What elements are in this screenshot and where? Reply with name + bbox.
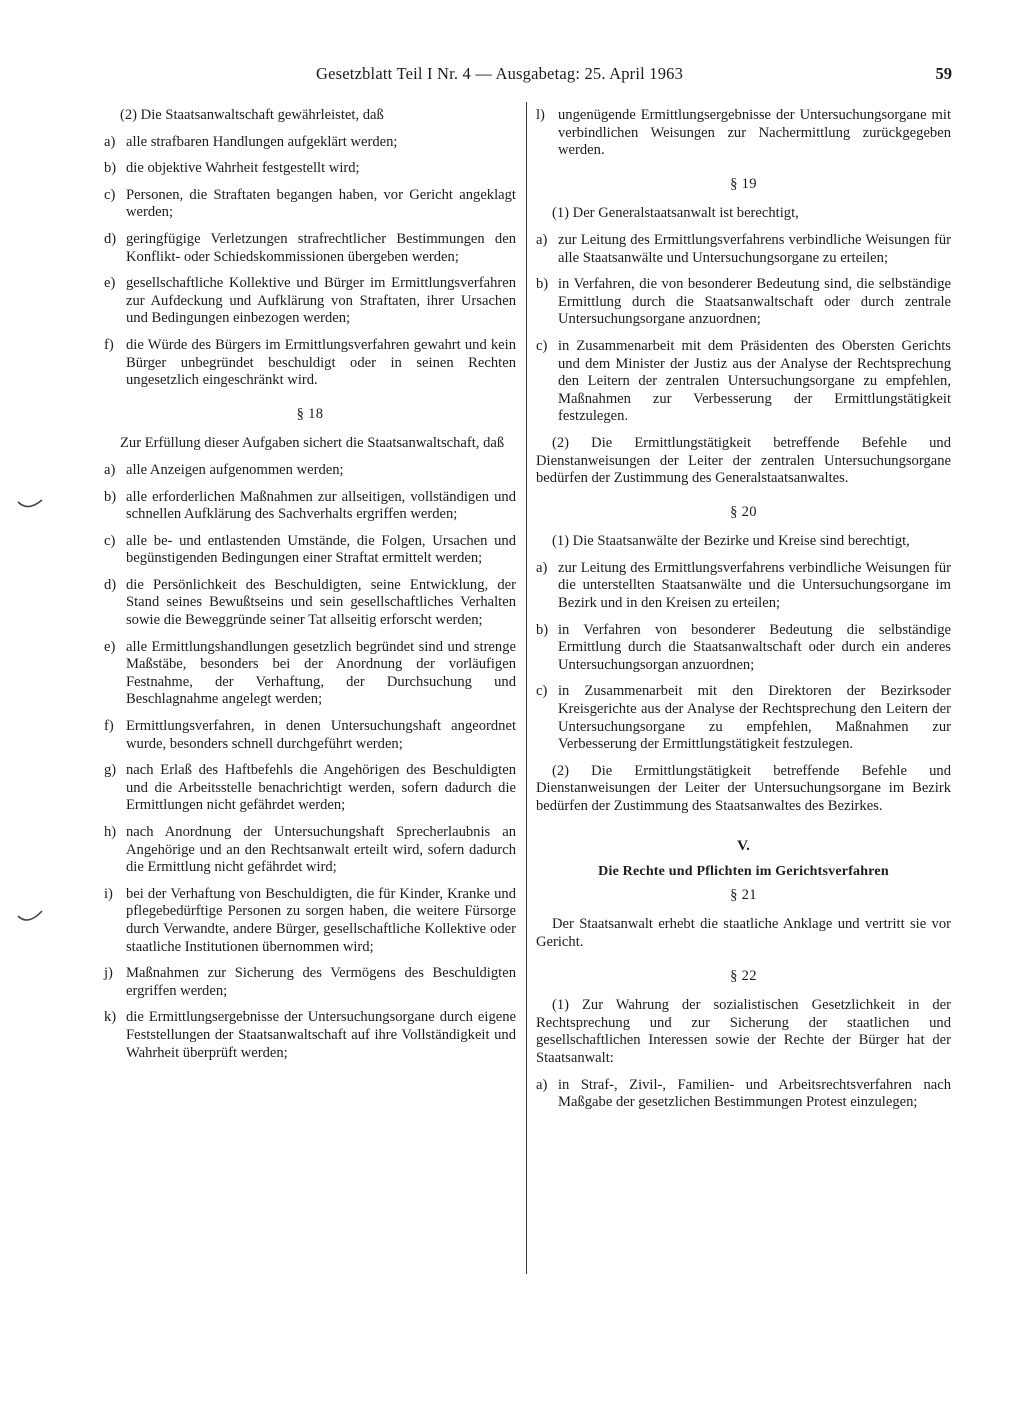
item-text: Maßnahmen zur Sicherung des Vermögens des Beschuldigten ergriffen werden; — [126, 965, 516, 999]
item-text: zur Leitung des Ermittlungsverfahrens verbindliche Weisungen für alle Staatsanwälte und Untersuchungsorgane zu erteilen; — [558, 231, 951, 266]
list-item — [536, 622, 951, 675]
paragraph-22-1: (1) Zur Wahrung der sozialistischen Gesetzlichkeit in der Rechtsprechung und zur Sicherung der staatlichen und gesellschaftlichen Interessen sowie der Rechte der Bürger hat der Staatsanwalt: — [536, 997, 951, 1066]
chapter-title: Die Rechte und Pflichten im Gerichtsverfahren — [598, 864, 889, 880]
item-label: b) — [536, 621, 549, 638]
item-text: alle erforderlichen Maßnahmen zur allseitigen, vollständigen und schnellen Aufklärung des Sachverhalts ergriffen werden; — [126, 488, 516, 523]
item-label: h) — [104, 824, 117, 840]
list-item — [536, 560, 951, 613]
item-label: e) — [104, 638, 116, 655]
page-number: 59 — [935, 64, 952, 83]
item-label: b) — [104, 488, 117, 505]
column-divider — [526, 102, 527, 1274]
section-heading-19: § 19 — [730, 175, 757, 192]
list-item — [104, 160, 516, 178]
item-text: alle be- und entlastenden Umstände, die Folgen, Ursachen und begünstigenden Bedingungen einer Straftat ermittelt werden; — [126, 532, 516, 567]
list-item — [104, 533, 516, 568]
item-text: in Verfahren, die von besonderer Bedeutung sind, die selbständige Ermittlung durch die Staatsanwaltschaft oder durch zentrale Untersuchungsorgane anzuordnen; — [558, 276, 951, 328]
list-item — [104, 275, 516, 328]
list-item — [536, 338, 951, 426]
list-item — [536, 1077, 951, 1112]
list-item — [536, 107, 951, 160]
list-item — [104, 824, 516, 877]
item-label: b) — [104, 160, 117, 177]
list-item — [104, 1009, 516, 1062]
item-text: nach Anordnung der Untersuchungshaft Sprecherlaubnis an Angehörige und an den Rechtsanwalt erteilt wird, sofern dadurch die Ermittlung nicht gefährdet wird; — [126, 824, 516, 876]
list-item — [104, 462, 516, 480]
item-label: c) — [536, 683, 548, 700]
item-label: a) — [536, 231, 548, 248]
item-text: alle strafbaren Handlungen aufgeklärt werden; — [126, 133, 398, 150]
item-text: Ermittlungsverfahren, in denen Untersuchungshaft angeordnet wurde, besonders schnell durchgeführt werden; — [126, 718, 516, 752]
paragraph-20-1: (1) Die Staatsanwälte der Bezirke und Kreise sind berechtigt, — [552, 533, 910, 550]
item-text: zur Leitung des Ermittlungsverfahrens verbindliche Weisungen für die unterstellten Staatsanwälte und die Untersuchungsorgane im Bezirk und in den Kreisen zu erteilen; — [558, 559, 951, 612]
item-label: f) — [104, 718, 114, 735]
item-text: die objektive Wahrheit festgestellt wird; — [126, 160, 360, 177]
item-label: l) — [536, 107, 545, 123]
chapter-number: V. — [737, 837, 750, 854]
list-item — [104, 965, 516, 1000]
list-item — [104, 187, 516, 222]
margin-check-mark-icon — [16, 908, 46, 928]
item-text: ungenügende Ermittlungsergebnisse der Untersuchungsorgane mit verbindlichen Weisungen zur Nachermittlung zurückgegeben werden. — [558, 107, 951, 159]
paragraph-19-1: (1) Der Generalstaatsanwalt ist berechtigt, — [552, 205, 799, 222]
item-label: a) — [536, 559, 548, 576]
list-item — [536, 276, 951, 329]
right-column — [536, 107, 951, 1121]
paragraph-20-2: (2) Die Ermittlungstätigkeit betreffende Befehle und Dienstanweisungen der Leiter der Untersuchungsorgane im Bezirk bedürfen der Zustimmung des Staatsanwaltes des Bezirkes. — [536, 762, 951, 814]
item-label: a) — [536, 1076, 548, 1093]
item-text: alle Anzeigen aufgenommen werden; — [126, 461, 344, 478]
item-text: nach Erlaß des Haftbefehls die Angehörigen des Beschuldigten und die Arbeitsstelle benachrichtigt werden, sofern dadurch die Ermittlungen nicht gefährdet werden; — [126, 762, 516, 814]
section-heading-18: § 18 — [296, 405, 324, 422]
item-text: Personen, die Straftaten begangen haben, vor Gericht angeklagt werden; — [126, 186, 516, 221]
item-label: a) — [104, 133, 116, 150]
item-text: in Zusammenarbeit mit dem Präsidenten des Obersten Gerichts und dem Minister der Justiz aus der Analyse der Rechtsprechung den Leitern der zentralen Untersuchungsorgane zu empfehlen, Maßnahmen zur Verbesserung der Ermittlungstätigkeit festzulegen. — [558, 337, 951, 425]
item-label: d) — [104, 576, 117, 593]
list-item — [104, 489, 516, 524]
item-text: die Persönlichkeit des Beschuldigten, seine Entwicklung, der Stand seines Bewußtseins und sein gesellschaftliches Verhalten sowie die Beweggründe seiner Tat allseitig erforscht werden; — [126, 576, 516, 629]
list-item — [104, 134, 516, 152]
item-text: geringfügige Verletzungen strafrechtlicher Bestimmungen den Konflikt- oder Schiedskommissionen übergeben werden; — [126, 230, 516, 265]
left-column — [104, 107, 516, 1071]
item-label: a) — [104, 461, 116, 478]
item-text: die Würde des Bürgers im Ermittlungsverfahren gewahrt und kein Bürger unbegründet beschuldigt oder in seinen Rechten ungesetzlich eingeschränkt wird. — [126, 336, 516, 389]
paragraph-19-2: (2) Die Ermittlungstätigkeit betreffende Befehle und Dienstanweisungen der Leiter der zentralen Untersuchungsorgane bedürfen der Zustimmung des Generalstaatsanwaltes. — [536, 434, 951, 487]
paragraph-18-intro: Zur Erfüllung dieser Aufgaben sichert die Staatsanwaltschaft, daß — [120, 435, 505, 452]
list-item — [536, 232, 951, 267]
list-item — [536, 683, 951, 753]
item-text: in Straf-, Zivil-, Familien- und Arbeitsrechtsverfahren nach Maßgabe der gesetzlichen Bestimmungen Protest einzulegen; — [558, 1076, 951, 1111]
item-label: k) — [104, 1009, 117, 1026]
list-item — [104, 577, 516, 630]
header-title: Gesetzblatt Teil I Nr. 4 — Ausgabetag: 25. April 1963 — [316, 64, 684, 83]
item-label: g) — [104, 762, 117, 779]
item-label: c) — [104, 186, 116, 203]
list-item — [104, 231, 516, 266]
margin-check-mark-icon — [16, 496, 46, 516]
page-header — [100, 64, 952, 88]
item-text: bei der Verhaftung von Beschuldigten, die für Kinder, Kranke und pflegebedürftige Personen zu sorgen haben, die weitere Fürsorge durch Verwandte, andere Bürger, gesellschaftliche Kollektive oder staatliche Institutionen übernommen wird; — [126, 885, 516, 955]
list-item — [104, 639, 516, 709]
list-item — [104, 337, 516, 390]
item-label: c) — [104, 532, 116, 549]
section-heading-22: § 22 — [730, 967, 757, 984]
paragraph-17-2: (2) Die Staatsanwaltschaft gewährleistet, daß — [120, 107, 384, 123]
list-item — [104, 718, 516, 753]
section-heading-21: § 21 — [730, 886, 757, 903]
item-label: e) — [104, 275, 116, 292]
item-text: alle Ermittlungshandlungen gesetzlich begründet sind und strenge Maßstäbe, besonders bei der Anordnung der vorläufigen Festnahme, der Verhaftung, der Durchsuchung und Beschlagnahme angelegt werden; — [126, 638, 516, 708]
item-label: d) — [104, 230, 117, 247]
item-label: j) — [104, 965, 113, 982]
list-item — [104, 886, 516, 956]
item-label: i) — [104, 885, 113, 902]
item-text: die Ermittlungsergebnisse der Untersuchungsorgane durch eigene Feststellungen der Staatsanwaltschaft auf ihre Vollständigkeit und Wahrheit überprüft werden; — [126, 1009, 516, 1061]
list-item — [104, 762, 516, 815]
item-label: f) — [104, 336, 114, 353]
item-label: c) — [536, 337, 548, 354]
section-heading-20: § 20 — [730, 503, 757, 520]
item-label: b) — [536, 276, 549, 293]
item-text: in Zusammenarbeit mit den Direktoren der Bezirksoder Kreisgerichte aus der Analyse der Rechtsprechung den Leitern der Untersuchungsorgane zu empfehlen, Maßnahmen zur Verbesserung der Ermittlungstätigkeit festzulegen. — [558, 683, 951, 753]
paragraph-21: Der Staatsanwalt erhebt die staatliche Anklage und vertritt sie vor Gericht. — [536, 916, 951, 950]
item-text: in Verfahren von besonderer Bedeutung die selbständige Ermittlung durch die Staatsanwaltschaft oder durch ein anderes Untersuchungsorgan anzuordnen; — [558, 621, 951, 673]
item-text: gesellschaftliche Kollektive und Bürger im Ermittlungsverfahren zur Aufdeckung und Aufklärung von Straftaten, ihrer Ursachen und Bedingungen einbezogen werden; — [126, 275, 516, 327]
